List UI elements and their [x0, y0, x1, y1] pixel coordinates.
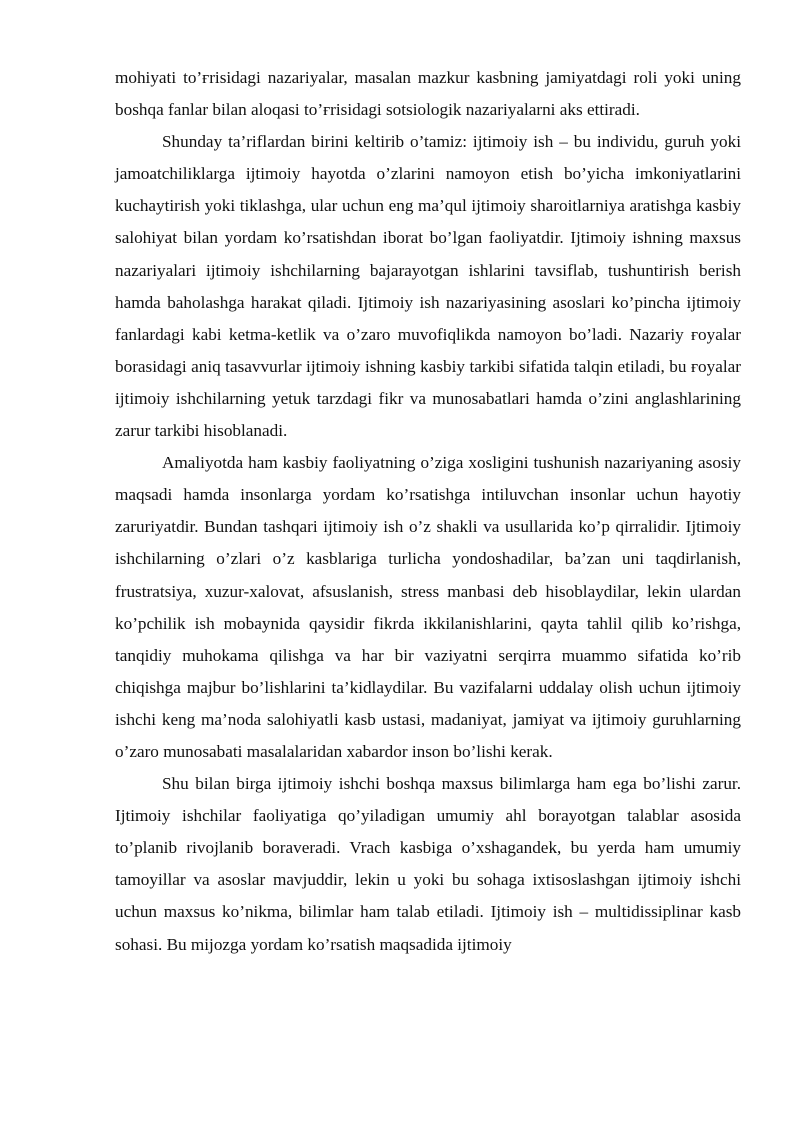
paragraph-special-knowledge: Shu bilan birga ijtimoiy ishchi boshqa maxsus bilimlarga ham ega bo’lishi zarur. Ijtimoiy ishchilar faoliyatiga qo’yiladigan umumiy ahl borayotgan talablar asosida to’planib rivojlanib boraveradi. Vrach kasbiga o’xshagandek, bu yerda ham umumiy tamoyillar va asoslar mavjuddir, lekin u yoki bu sohaga ixtisoslashgan ijtimoiy ishchi uchun maxsus ko’nikma, bilimlar ham talab etiladi. Ijtimoiy ish – multidissiplinar kasb sohasi. Bu mijozga yordam ko’rsatish maqsadida ijtimoiy	[115, 774, 741, 954]
paragraph-practice: Amaliyotda ham kasbiy faoliyatning o’ziga xosligini tushunish nazariyaning asosiy maqsadi hamda insonlarga yordam ko’rsatishga intiluvchan insonlar uchun hayotiy zaruriyatdir. Bundan tashqari ijtimoiy ish o’z shakli va usullarida ko’p qirralidir. Ijtimoiy ishchilarning o’zlari o’z kasblariga turlicha yondoshadilar, ba’zan uni taqdirlanish, frustratsiya, xuzur-xalovat, afsuslanish, stress manbasi deb hisoblaydilar, lekin ulardan ko’pchilik ish mobaynida qaysidir fikrda ikkilanishlarini, qayta tahlil qilib ko’rishga, tanqidiy muhokama qilishga va har bir vaziyatni serqirra muammo sifatida ko’rib chiqishga majbur bo’lishlarini ta’kidlaydilar. Bu vazifalarni uddalay olish uchun ijtimoiy ishchi keng ma’noda salohiyatli kasb ustasi, madaniyat, jamiyat va ijtimoiy guruhlarning o’zaro munosabati masalalaridan xabardor inson bo’lishi kerak.	[115, 453, 741, 761]
document-page	[115, 62, 741, 961]
paragraph-continuation: mohiyati to’ғrisidagi nazariyalar, masalan mazkur kasbning jamiyatdagi roli yoki uning boshqa fanlar bilan aloqasi to’ғrisidagi sotsiologik nazariyalarni aks ettiradi.	[115, 68, 741, 120]
paragraph-definition: Shunday ta’riflardan birini keltirib o’tamiz: ijtimoiy ish – bu individu, guruh yoki jamoatchiliklarga ijtimoiy hayotda o’zlarini namoyon etish bo’yicha imkoniyatlarini kuchaytirish yoki tiklashga, ular uchun eng ma’qul ijtimoiy sharoitlarniya aratishga kasbiy salohiyat bilan yordam ko’rsatishdan iborat bo’lgan faoliyatdir. Ijtimoiy ishning maxsus nazariyalari ijtimoiy ishchilarning bajarayotgan ishlarini tavsiflab, tushuntirish berish hamda baholashga harakat qiladi. Ijtimoiy ish nazariyasining asoslari ko’pincha ijtimoiy fanlardagi kabi ketma-ketlik va o’zaro muvofiqlikda namoyon bo’ladi. Nazariy ғoyalar borasidagi aniq tasavvurlar ijtimoiy ishning kasbiy tarkibi sifatida talqin etiladi, bu ғoyalar ijtimoiy ishchilarning yetuk tarzdagi fikr va munosabatlari hamda o’zini anglashlarining zarur tarkibi hisoblanadi.	[115, 132, 741, 441]
